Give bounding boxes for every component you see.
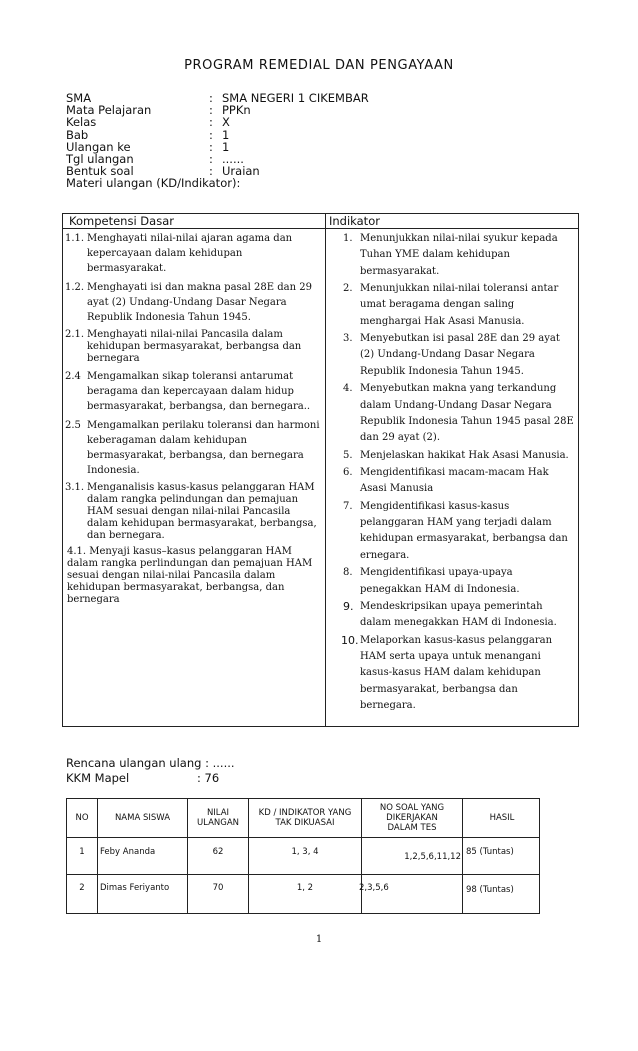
page-title: PROGRAM REMEDIAL DAN PENGAYAAN	[184, 58, 454, 73]
kompetensi-number: 2.1.	[65, 329, 85, 340]
kompetensi-text: Menghayati nilai-nilai ajaran agama dan kepercayaan dalam kehidupan bermasyarakat.	[87, 233, 293, 274]
row-1-soal: 1,2,5,6,11,12	[404, 852, 461, 862]
header-soal: NO SOAL YANG DIKERJAKAN DALAM TES	[379, 803, 445, 833]
indikator-item	[331, 499, 576, 564]
kompetensi-text: 4.1. Menyaji kasus–kasus pelanggaran HAM dalam rangka perlindungan dan pemajuan HAM sesuai dengan nilai-nilai Pancasila dalam kehidupan bermasyarakat, berbangsa, dan bernegara	[67, 546, 313, 605]
column-divider	[325, 214, 326, 726]
rencana-value: ......	[212, 756, 235, 770]
kompetensi-column	[65, 231, 321, 610]
indikator-text: Mengidentifikasi upaya-upaya penegakkan HAM di Indonesia.	[360, 567, 520, 595]
indikator-text: Melaporkan kasus-kasus pelanggaran HAM serta upaya untuk menangani kasus-kasus HAM dalam kehidupan bermasyarakat, berbangsa dan bernegara.	[360, 634, 553, 711]
row-2-hasil: 98 (Tuntas)	[466, 885, 514, 895]
meta-value: Uraian	[222, 164, 260, 179]
kompetensi-item	[65, 418, 321, 478]
kkm-label: KKM Mapel	[66, 771, 130, 785]
row-2-no: 2	[79, 883, 85, 893]
meta-label: Kelas	[66, 115, 97, 130]
row-1-no: 1	[79, 847, 85, 857]
meta-value: SMA NEGERI 1 CIKEMBAR	[222, 91, 369, 105]
indikator-number: 9.	[343, 600, 354, 614]
indikator-item	[331, 331, 576, 380]
indikator-number: 10.	[341, 633, 359, 647]
students-table	[66, 798, 540, 914]
row-1-kd: 1, 3, 4	[291, 847, 319, 857]
table-divider	[67, 837, 539, 838]
kd-indikator-table	[62, 213, 579, 727]
indikator-item	[331, 599, 576, 632]
header-kd: KD / INDIKATOR YANG TAK DIKUASAI	[258, 808, 352, 828]
meta-label: Ulangan ke	[66, 139, 131, 154]
indikator-text: Menyebutkan isi pasal 28E dan 29 ayat (2) Undang-Undang Dasar Negara Republik Indonesia Tahun 1945.	[360, 333, 560, 377]
kompetensi-item	[65, 329, 321, 365]
indikator-text: Mengidentifikasi kasus-kasus pelanggaran HAM yang terjadi dalam kehidupan ermasyarakat, berbangsa dan ernegara.	[360, 500, 568, 561]
table-divider	[67, 874, 539, 875]
header-hasil: HASIL	[489, 813, 515, 823]
materi-label: Materi ulangan (KD/Indikator):	[66, 176, 241, 191]
meta-label: Mata Pelajaran	[66, 103, 152, 118]
kompetensi-item	[65, 546, 321, 606]
meta-label: Bab	[66, 127, 89, 142]
indikator-text: Menyebutkan makna yang terkandung dalam Undang-Undang Dasar Negara Republik Indonesia Tahun 1945 pasal 28E dan 29 ayat (2).	[360, 383, 574, 444]
indikator-number: 4.	[343, 383, 353, 395]
meta-value: 1	[222, 127, 230, 142]
kompetensi-number: 3.1.	[65, 482, 85, 493]
meta-separator: :	[209, 164, 213, 179]
meta-label: Tgl ulangan	[66, 151, 134, 166]
indikator-text: Mendeskripsikan upaya pemerintah dalam menegakkan HAM di Indonesia.	[360, 601, 557, 629]
indikator-item	[331, 465, 576, 498]
header-nama: NAMA SISWA	[114, 813, 171, 823]
indikator-item	[331, 633, 576, 714]
meta-value: 1	[222, 139, 230, 154]
kompetensi-item	[65, 369, 321, 414]
row-1-nilai: 62	[212, 847, 224, 857]
meta-separator: :	[209, 91, 213, 105]
row-2-nilai: 70	[212, 883, 224, 893]
meta-row-kelas	[66, 116, 240, 128]
meta-label: Bentuk soal	[66, 164, 134, 179]
meta-row-bab	[66, 129, 240, 141]
row-1-nama: Feby Ananda	[100, 847, 156, 857]
meta-separator: :	[209, 103, 213, 118]
meta-label: SMA	[66, 91, 92, 105]
kompetensi-text: Menganalisis kasus-kasus pelanggaran HAM dalam rangka pelindungan dan pemajuan HAM sesuai dengan nilai-nilai Pancasila dalam kehidupan bermasyarakat, berbangsa, dan bernegara.	[87, 482, 317, 541]
kompetensi-text: Mengamalkan sikap toleransi antarumat beragama dan kepercayaan dalam hidup bermasyarakat, berbangsa, dan bernegara..	[87, 371, 311, 412]
kompetensi-item	[65, 280, 321, 325]
meta-row-materi	[66, 177, 240, 189]
kompetensi-text: Mengamalkan perilaku toleransi dan harmoni keberagaman dalam kehidupan bermasyarakat, berbangsa, dan bernegara Indonesia.	[87, 420, 320, 476]
header-indikator: Indikator	[329, 214, 380, 228]
meta-block	[66, 91, 369, 191]
meta-separator: :	[209, 127, 213, 142]
indikator-item	[331, 448, 576, 464]
kompetensi-text: Menghayati nilai-nilai Pancasila dalam kehidupan bermasyarakat, berbangsa dan bernegara	[87, 329, 302, 364]
indikator-number: 5.	[343, 449, 353, 461]
rencana-label: Rencana ulangan ulang : ......	[66, 756, 235, 770]
meta-value: X	[222, 115, 230, 130]
kompetensi-number: 2.4	[65, 371, 81, 382]
indikator-text: Menunjukkan nilai-nilai syukur kepada Tuhan YME dalam kehidupan bermasyarakat.	[360, 233, 558, 277]
meta-separator: :	[209, 115, 213, 130]
header-kompetensi: Kompetensi Dasar	[69, 214, 174, 228]
indikator-item	[331, 565, 576, 598]
indikator-number: 1.	[343, 233, 353, 244]
indikator-item	[331, 381, 576, 446]
indikator-number: 3.	[343, 333, 353, 345]
kompetensi-number: 2.5	[65, 420, 81, 431]
indikator-item	[331, 231, 576, 280]
meta-value: PPKn	[222, 103, 251, 118]
kompetensi-item	[65, 231, 321, 276]
meta-separator: :	[209, 139, 213, 154]
indikator-column	[331, 231, 576, 715]
header-no: NO	[75, 813, 89, 823]
kompetensi-number: 1.1.	[65, 233, 85, 244]
header-nilai: NILAI ULANGAN	[196, 808, 240, 828]
indikator-number: 6.	[343, 467, 353, 479]
kompetensi-item	[65, 482, 321, 542]
row-2-nama: Dimas Feriyanto	[100, 883, 170, 893]
indikator-text: Menjelaskan hakikat Hak Asasi Manusia.	[360, 449, 569, 461]
indikator-number: 8.	[343, 567, 353, 579]
indikator-number: 7.	[343, 500, 353, 512]
meta-separator: :	[209, 151, 213, 166]
meta-value: ......	[222, 151, 244, 166]
row-2-kd: 1, 2	[296, 883, 314, 893]
kompetensi-number: 1.2.	[65, 282, 85, 293]
row-1-hasil: 85 (Tuntas)	[466, 847, 514, 857]
kkm-value: : 76	[197, 771, 220, 785]
row-2-soal: 2,3,5,6	[359, 883, 389, 893]
kompetensi-text: Menghayati isi dan makna pasal 28E dan 29 ayat (2) Undang-Undang Dasar Negara Republik Indonesia Tahun 1945.	[87, 282, 312, 323]
page-number: 1	[315, 934, 323, 945]
kd-table-header	[63, 214, 578, 229]
indikator-text: Menunjukkan nilai-nilai toleransi antar umat beragama dengan saling menghargai Hak Asasi Manusia.	[360, 283, 559, 327]
indikator-number: 2.	[343, 283, 353, 295]
indikator-item	[331, 281, 576, 330]
indikator-text: Mengidentifikasi macam-macam Hak Asasi Manusia	[360, 467, 549, 495]
